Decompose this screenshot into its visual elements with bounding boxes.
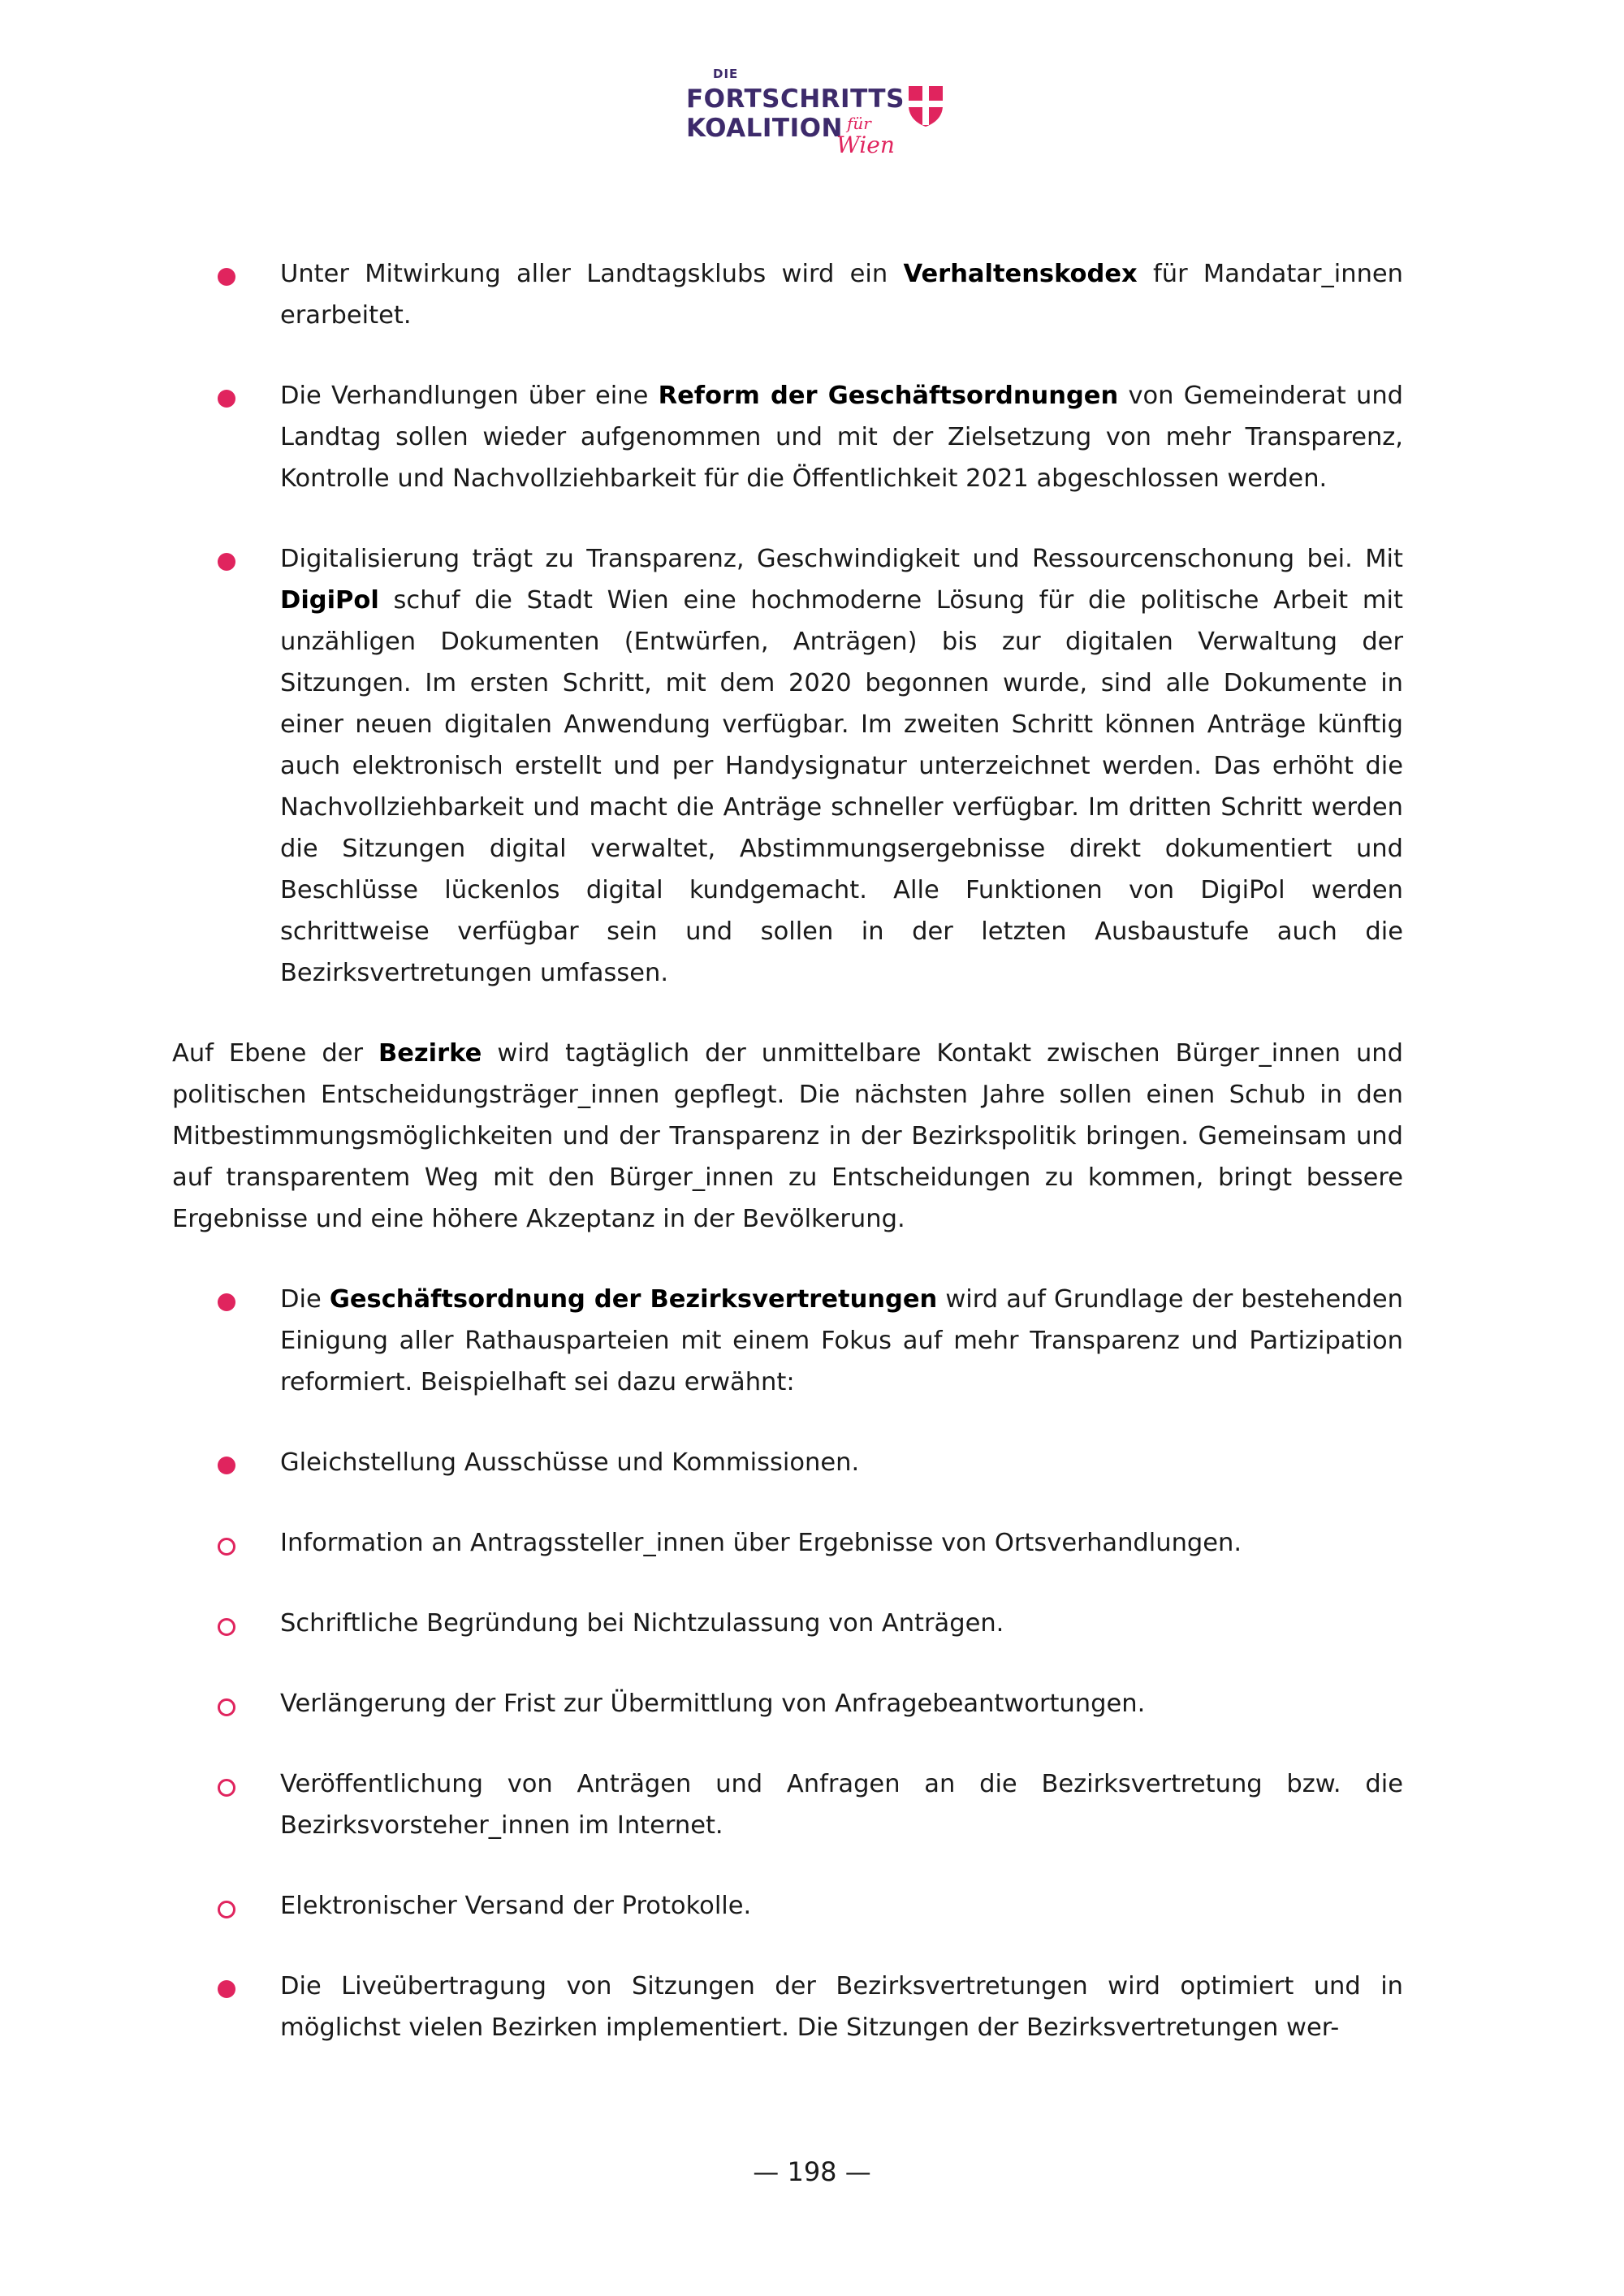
hollow-bullet-icon: [218, 1779, 235, 1797]
logo-fortschritts: FORTSCHRITTS: [686, 84, 905, 114]
hollow-bullet-icon: [218, 1698, 235, 1716]
bullet-item: Gleichstellung Ausschüsse und Kommissionen.: [172, 1442, 1403, 1483]
logo: [686, 67, 954, 164]
filled-bullet-icon: [218, 268, 235, 286]
bullet-item: Unter Mitwirkung aller Landtagsklubs wird ein Verhaltenskodex für Mandatar_innen erarbeitet.: [172, 253, 1403, 336]
logo-fuer: für: [847, 114, 871, 133]
hollow-bullet-icon: [218, 1618, 235, 1636]
filled-bullet-icon: [218, 1293, 235, 1311]
bullet-item: Die Geschäftsordnung der Bezirksvertretungen wird auf Grundlage der bestehenden Einigung aller Rathausparteien mit einem Fokus auf mehr Transparenz und Partizipation reformiert. Beispielhaft sei dazu erwähnt:: [172, 1279, 1403, 1403]
bullet-list-bottom: [172, 1279, 1403, 2048]
bullet-list-top: [172, 253, 1403, 994]
bullet-item: Die Verhandlungen über eine Reform der Geschäftsordnungen von Gemeinderat und Landtag sollen wieder aufgenommen und mit der Zielsetzung von mehr Transparenz, Kontrolle und Nachvollziehbarkeit für die Öffentlichkeit 2021 abgeschlossen werden.: [172, 375, 1403, 499]
hollow-bullet-icon: [218, 1538, 235, 1556]
logo-wien: Wien: [836, 132, 895, 158]
bullet-item: Die Liveübertragung von Sitzungen der Bezirksvertretungen wird optimiert und in möglichst vielen Bezirken implementiert. Die Sitzungen der Bezirksvertretungen wer-: [172, 1966, 1403, 2048]
filled-bullet-icon: [218, 553, 235, 571]
logo-koalition: KOALITION: [686, 114, 843, 143]
bullet-item: Digitalisierung trägt zu Transparenz, Geschwindigkeit und Ressourcenschonung bei. Mit DigiPol schuf die Stadt Wien eine hochmoderne Lösung für die politische Arbeit mit unzähligen Dokumenten (Entwürfen, Anträgen) bis zur digitalen Verwaltung der Sitzungen. Im ersten Schritt, mit dem 2020 begonnen wurde, sind alle Dokumente in einer neuen digitalen Anwendung verfügbar. Im zweiten Schritt können Anträge künftig auch elektronisch erstellt und per Handysignatur unterzeichnet werden. Das erhöht die Nachvollziehbarkeit und macht die Anträge schneller verfügbar. Im dritten Schritt werden die Sitzungen digital verwaltet, Abstimmungsergebnisse direkt dokumentiert und Beschlüsse lückenlos digital kundgemacht. Alle Funktionen von DigiPol werden schrittweise verfügbar sein und sollen in der letzten Ausbaustufe auch die Bezirksvertretungen umfassen.: [172, 538, 1403, 994]
bullet-item: Schriftliche Begründung bei Nichtzulassung von Anträgen.: [172, 1603, 1403, 1644]
paragraph-bezirke: Auf Ebene der Bezirke wird tagtäglich der unmittelbare Kontakt zwischen Bürger_innen und politischen Entscheidungsträger_innen gepflegt. Die nächsten Jahre sollen einen Schub in den Mitbestimmungsmöglichkeiten und der Transparenz in der Bezirkspolitik bringen. Gemeinsam und auf transparentem Weg mit den Bürger_innen zu Entscheidungen zu kommen, bringt bessere Ergebnisse und eine höhere Akzeptanz in der Bevölkerung.: [172, 1039, 1403, 1233]
filled-bullet-icon: [218, 390, 235, 408]
hollow-bullet-icon: [218, 1901, 235, 1918]
body-text: [172, 253, 1403, 2087]
vienna-shield-icon: [907, 84, 944, 128]
filled-bullet-icon: [218, 1980, 235, 1998]
bullet-item: Elektronischer Versand der Protokolle.: [172, 1885, 1403, 1927]
bullet-item: Veröffentlichung von Anträgen und Anfragen an die Bezirksvertretung bzw. die Bezirksvorsteher_innen im Internet.: [172, 1763, 1403, 1846]
logo-die: DIE: [713, 67, 739, 81]
filled-bullet-icon: [218, 1457, 235, 1474]
bullet-item: Verlängerung der Frist zur Übermittlung von Anfragebeantwortungen.: [172, 1683, 1403, 1724]
page-number: — 198 —: [753, 2156, 871, 2187]
bullet-item: Information an Antragssteller_innen über Ergebnisse von Ortsverhandlungen.: [172, 1522, 1403, 1564]
